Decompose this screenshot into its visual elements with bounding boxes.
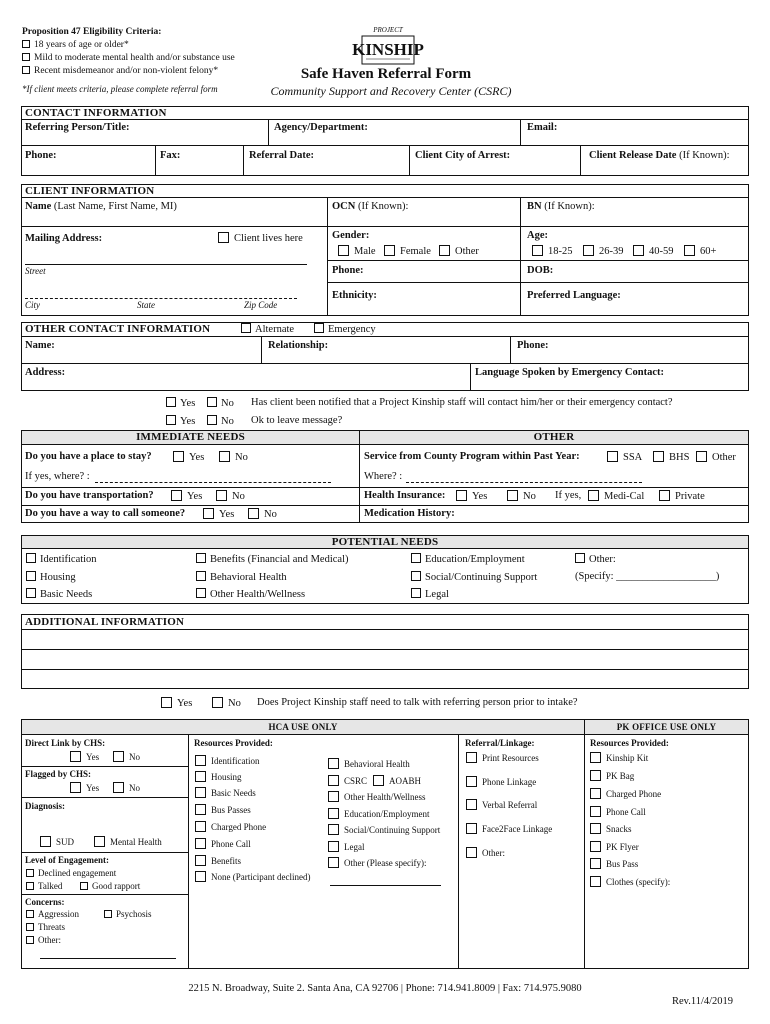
state-label: State xyxy=(137,300,155,310)
pk-flyer[interactable]: PK Flyer xyxy=(590,841,639,852)
form-subtitle: Community Support and Recovery Center (CSRC) xyxy=(270,84,512,98)
other-contact-header: OTHER CONTACT INFORMATION xyxy=(25,323,211,335)
pref-language-label: Preferred Language: xyxy=(527,290,621,301)
age-60-plus[interactable]: 60+ xyxy=(684,245,716,257)
pk-header: PK OFFICE USE ONLY xyxy=(616,722,717,732)
phone-label: Phone: xyxy=(25,150,57,161)
checkbox[interactable] xyxy=(22,53,30,61)
age-26-39[interactable]: 26-39 xyxy=(583,245,624,257)
talk-no[interactable]: No xyxy=(212,697,241,709)
criteria-item[interactable]: 18 years of age or older* xyxy=(22,40,129,50)
pn-other-health[interactable]: Other Health/Wellness xyxy=(196,588,305,600)
checkbox[interactable] xyxy=(22,40,30,48)
transport-no[interactable]: No xyxy=(216,490,245,502)
checkbox[interactable] xyxy=(218,232,229,243)
call-yes[interactable]: Yes xyxy=(203,508,234,520)
svg-text:KINSHIP: KINSHIP xyxy=(352,40,424,59)
flagged-label: Flagged by CHS: xyxy=(25,769,92,779)
res-phone-call[interactable]: Phone Call xyxy=(195,838,251,849)
concern-other[interactable]: Other: xyxy=(26,935,61,945)
flagged-yes[interactable]: Yes xyxy=(70,782,99,793)
gender-label: Gender: xyxy=(332,230,370,241)
ethnicity-label: Ethnicity: xyxy=(332,290,377,301)
concern-threats[interactable]: Threats xyxy=(26,922,65,932)
pk-bus-pass[interactable]: Bus Pass xyxy=(590,858,638,869)
service-question: Service from County Program within Past Year: xyxy=(364,451,580,462)
lives-here-option[interactable]: Client lives here xyxy=(218,232,303,244)
city-arrest-label: Client City of Arrest: xyxy=(415,150,511,161)
age-label: Age: xyxy=(527,230,548,241)
pk-phone-call[interactable]: Phone Call xyxy=(590,806,646,817)
criteria-note: *If client meets criteria, please complete referral form xyxy=(22,84,218,94)
pn-behavioral[interactable]: Behavioral Health xyxy=(196,571,287,583)
oc-name-label: Name: xyxy=(25,340,55,351)
transport-question: Do you have transportation? xyxy=(25,490,154,501)
where2-label: Where? : xyxy=(364,471,403,482)
call-question: Do you have a way to call someone? xyxy=(25,508,186,519)
oc-phone-label: Phone: xyxy=(517,340,549,351)
place-question: Do you have a place to stay? xyxy=(25,451,152,462)
revision-label: Rev.11/4/2019 xyxy=(672,996,734,1007)
message-question: Ok to leave message? xyxy=(251,415,343,426)
private-option[interactable]: Private xyxy=(659,490,705,502)
service-ssa[interactable]: SSA xyxy=(607,451,642,463)
res-benefits[interactable]: Benefits xyxy=(195,855,241,866)
res-identification[interactable]: Identification xyxy=(195,755,259,766)
bn-label: BN (If Known): xyxy=(527,201,595,212)
pn-legal[interactable]: Legal xyxy=(411,588,449,600)
insurance-label: Health Insurance: xyxy=(364,490,446,501)
oc-language-label: Language Spoken by Emergency Contact: xyxy=(475,367,665,378)
criteria-item[interactable]: Recent misdemeanor and/or non-violent felony* xyxy=(22,66,218,76)
service-other[interactable]: Other xyxy=(696,451,736,463)
age-18-25[interactable]: 18-25 xyxy=(532,245,573,257)
res-bus-passes[interactable]: Bus Passes xyxy=(195,804,251,815)
flagged-no[interactable]: No xyxy=(113,782,140,793)
gender-male[interactable]: Male xyxy=(338,245,376,257)
pn-social[interactable]: Social/Continuing Support xyxy=(411,571,537,583)
city-label: City xyxy=(25,300,40,310)
pn-housing[interactable]: Housing xyxy=(26,571,76,583)
ref-verbal[interactable]: Verbal Referral xyxy=(466,799,537,810)
agency-label: Agency/Department: xyxy=(274,122,368,133)
medi-cal-option[interactable]: Medi-Cal xyxy=(588,490,644,502)
dob-label: DOB: xyxy=(527,265,554,276)
res-aoabh[interactable]: AOABH xyxy=(373,775,421,786)
pn-benefits[interactable]: Benefits (Financial and Medical) xyxy=(196,553,349,565)
pk-charged-phone[interactable]: Charged Phone xyxy=(590,788,661,799)
zip-label: Zip Code xyxy=(244,300,278,310)
talk-question: Does Project Kinship staff need to talk with referring person prior to intake? xyxy=(257,697,578,708)
res-housing[interactable]: Housing xyxy=(195,771,242,782)
place-yes[interactable]: Yes xyxy=(173,451,204,463)
message-yes[interactable]: Yes xyxy=(166,415,195,427)
ref-print[interactable]: Print Resources xyxy=(466,752,539,763)
potential-needs-header: POTENTIAL NEEDS xyxy=(331,536,439,548)
client-header: CLIENT INFORMATION xyxy=(25,185,155,197)
notify-yes[interactable]: Yes xyxy=(166,397,195,409)
concern-psychosis[interactable]: Psychosis xyxy=(104,909,152,919)
pk-kinship-kit[interactable]: Kinship Kit xyxy=(590,752,648,763)
concerns-label: Concerns: xyxy=(25,897,65,907)
contact-header: CONTACT INFORMATION xyxy=(25,107,167,119)
alternate-option[interactable]: Alternate xyxy=(241,323,294,335)
diagnosis-mental[interactable]: Mental Health xyxy=(94,836,162,847)
oc-relationship-label: Relationship: xyxy=(268,340,329,351)
client-phone-label: Phone: xyxy=(332,265,364,276)
pk-bag[interactable]: PK Bag xyxy=(590,770,634,781)
engagement-label: Level of Engagement: xyxy=(25,855,109,865)
res-basic-needs[interactable]: Basic Needs xyxy=(195,787,256,798)
res-legal[interactable]: Legal xyxy=(328,841,365,852)
referral-date-label: Referral Date: xyxy=(249,150,314,161)
service-bhs[interactable]: BHS xyxy=(653,451,689,463)
ref-phone[interactable]: Phone Linkage xyxy=(466,776,536,787)
hca-header: HCA USE ONLY xyxy=(268,722,338,732)
ocn-label: OCN (If Known): xyxy=(332,201,409,212)
notify-no[interactable]: No xyxy=(207,397,234,409)
transport-yes[interactable]: Yes xyxy=(171,490,202,502)
direct-link-no[interactable]: No xyxy=(113,751,140,762)
gender-female[interactable]: Female xyxy=(384,245,431,257)
res-social[interactable]: Social/Continuing Support xyxy=(328,824,440,835)
pk-snacks[interactable]: Snacks xyxy=(590,823,632,834)
project-kinship-logo xyxy=(352,22,424,68)
oc-address-label: Address: xyxy=(25,367,66,378)
fax-label: Fax: xyxy=(160,150,181,161)
email-label: Email: xyxy=(527,122,558,133)
diagnosis-label: Diagnosis: xyxy=(25,801,66,811)
insurance-no[interactable]: No xyxy=(507,490,536,502)
direct-link-label: Direct Link by CHS: xyxy=(25,738,106,748)
referring-label: Referring Person/Title: xyxy=(25,122,130,133)
ref-face2face[interactable]: Face2Face Linkage xyxy=(466,823,552,834)
res-charged-phone[interactable]: Charged Phone xyxy=(195,821,266,832)
immediate-needs-header: IMMEDIATE NEEDS xyxy=(136,431,245,443)
checkbox[interactable] xyxy=(22,66,30,74)
ref-other[interactable]: Other: xyxy=(466,847,505,858)
if-yes-label: If yes, xyxy=(555,490,582,501)
res-education[interactable]: Education/Employment xyxy=(328,808,429,819)
medication-label: Medication History: xyxy=(364,508,455,519)
engagement-declined[interactable]: Declined engagement xyxy=(26,868,116,878)
criteria-title: Proposition 47 Eligibility Criteria: xyxy=(22,27,162,37)
pk-title: Resources Provided: xyxy=(590,738,669,748)
resources-title: Resources Provided: xyxy=(194,738,273,748)
criteria-item[interactable]: Mild to moderate mental health and/or substance use xyxy=(22,53,235,63)
age-40-59[interactable]: 40-59 xyxy=(633,245,674,257)
res-none[interactable]: None (Participant declined) xyxy=(195,871,310,882)
pn-education[interactable]: Education/Employment xyxy=(411,553,525,565)
pn-other[interactable]: Other: xyxy=(575,553,616,565)
direct-link-yes[interactable]: Yes xyxy=(70,751,99,762)
additional-header: ADDITIONAL INFORMATION xyxy=(25,616,185,628)
footer-address: 2215 N. Broadway, Suite 2. Santa Ana, CA 92706 | Phone: 714.941.8009 | Fax: 714.975.9080 xyxy=(188,983,582,994)
talk-yes[interactable]: Yes xyxy=(161,697,192,709)
res-csrc[interactable]: CSRC xyxy=(328,775,367,786)
engagement-talked[interactable]: Talked xyxy=(26,881,62,891)
res-other-specify[interactable]: Other (Please specify): xyxy=(328,857,426,868)
call-no[interactable]: No xyxy=(248,508,277,520)
message-no[interactable]: No xyxy=(207,415,234,427)
notify-question: Has client been notified that a Project Kinship staff will contact him/her or their emergency contact? xyxy=(251,397,673,408)
emergency-option[interactable]: Emergency xyxy=(314,323,376,335)
engagement-rapport[interactable]: Good rapport xyxy=(80,881,140,891)
svg-text:PROJECT: PROJECT xyxy=(373,26,403,34)
mailing-label: Mailing Address: xyxy=(25,233,103,244)
res-other-health[interactable]: Other Health/Wellness xyxy=(328,791,426,802)
diagnosis-sud[interactable]: SUD xyxy=(40,836,74,847)
client-name-label: Name (Last Name, First Name, MI) xyxy=(25,201,177,212)
pn-identification[interactable]: Identification xyxy=(26,553,97,565)
concern-aggression[interactable]: Aggression xyxy=(26,909,79,919)
form-title: Safe Haven Referral Form xyxy=(300,66,472,82)
place-no[interactable]: No xyxy=(219,451,248,463)
referral-title: Referral/Linkage: xyxy=(465,738,535,748)
insurance-yes[interactable]: Yes xyxy=(456,490,487,502)
pn-basic-needs[interactable]: Basic Needs xyxy=(26,588,92,600)
other-header: OTHER xyxy=(533,431,575,443)
pk-clothes[interactable]: Clothes (specify): xyxy=(590,876,670,887)
release-date-label: Client Release Date (If Known): xyxy=(589,150,730,161)
pn-specify: (Specify: ___________________) xyxy=(575,571,720,582)
res-behavioral[interactable]: Behavioral Health xyxy=(328,758,410,769)
gender-other[interactable]: Other xyxy=(439,245,479,257)
where-label: If yes, where? : xyxy=(25,471,90,482)
street-label: Street xyxy=(25,266,46,276)
